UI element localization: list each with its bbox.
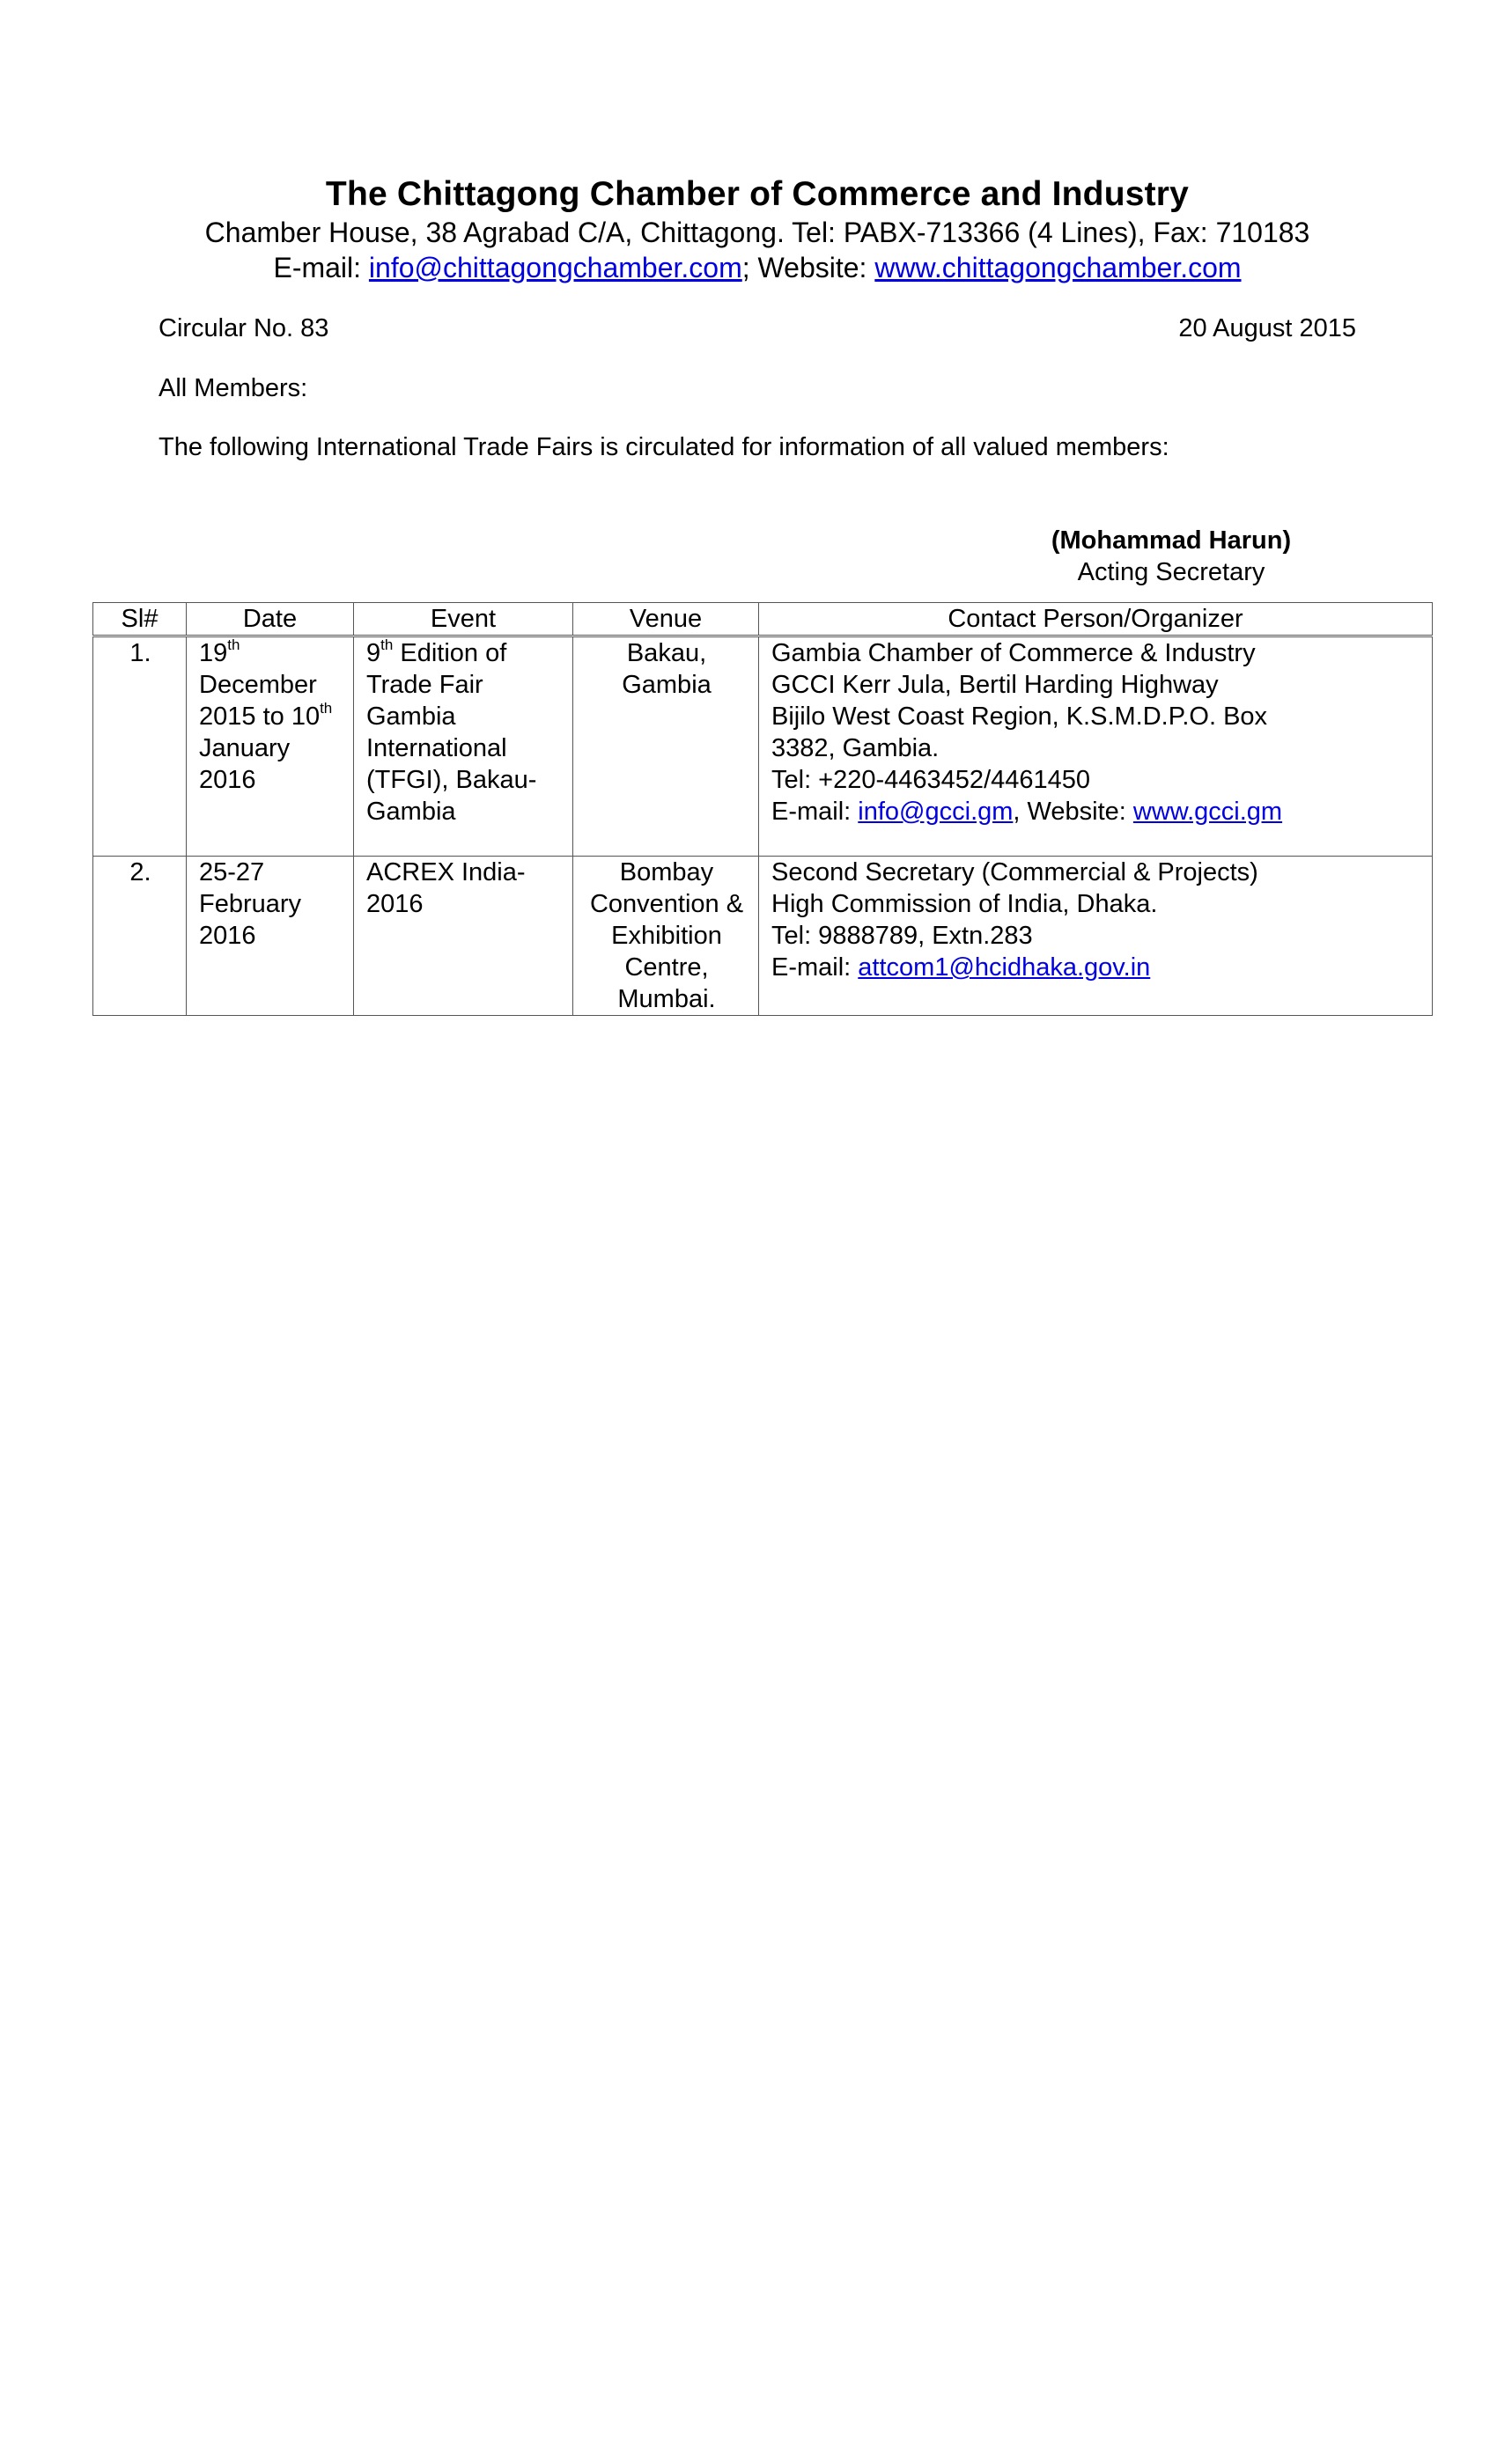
gcci-email-link[interactable]: info@gcci.gm: [858, 798, 1014, 826]
event-text: 2016: [366, 890, 424, 918]
cell-date: [187, 857, 354, 1016]
event-text: Gambia: [366, 798, 456, 826]
contact-text: Tel: 9888789, Extn.283: [771, 922, 1033, 950]
website-label: ; Website:: [741, 252, 875, 283]
letterhead: [0, 174, 1497, 285]
signatory-name: (Mohammad Harun): [1051, 526, 1292, 555]
contact-text: Second Secretary (Commercial & Projects): [771, 858, 1258, 886]
event-text: 9: [366, 639, 381, 667]
venue-text: Bombay: [619, 858, 714, 886]
salutation: All Members:: [159, 374, 308, 402]
date-suffix: th: [227, 636, 240, 654]
email-label: E-mail:: [273, 252, 369, 283]
table-row: [93, 636, 1433, 857]
org-website-link[interactable]: www.chittagongchamber.com: [874, 252, 1242, 283]
cell-sl: 2.: [93, 857, 187, 1016]
date-text: 2016: [199, 922, 256, 950]
signature-block: [986, 525, 1356, 588]
signatory-title: Acting Secretary: [1077, 558, 1265, 586]
cell-contact: [759, 636, 1433, 857]
contact-text: 3382, Gambia.: [771, 734, 940, 762]
header-contact: Contact Person/Organizer: [759, 603, 1433, 636]
contact-text: E-mail:: [771, 798, 859, 826]
contact-text: Tel: +220-4463452/4461450: [771, 766, 1091, 794]
header-venue: Venue: [573, 603, 759, 636]
contact-text: High Commission of India, Dhaka.: [771, 890, 1158, 918]
cell-sl: 1.: [93, 636, 187, 857]
venue-text: Centre,: [624, 953, 709, 982]
table-row: [93, 857, 1433, 1016]
hci-email-link[interactable]: attcom1@hcidhaka.gov.in: [858, 953, 1151, 982]
org-email-link[interactable]: info@chittagongchamber.com: [368, 252, 742, 283]
contact-text: GCCI Kerr Jula, Bertil Harding Highway: [771, 671, 1219, 699]
date-text: 25-27: [199, 858, 265, 886]
event-text: International: [366, 734, 507, 762]
event-text: Gambia: [366, 702, 456, 731]
cell-contact: [759, 857, 1433, 1016]
org-address: Chamber House, 38 Agrabad C/A, Chittagong. Tel: PABX-713366 (4 Lines), Fax: 710183: [204, 217, 1310, 248]
header-event: Event: [354, 603, 573, 636]
date-text: 19: [199, 639, 228, 667]
contact-text: Bijilo West Coast Region, K.S.M.D.P.O. Box: [771, 702, 1268, 731]
event-text: Trade Fair: [366, 671, 483, 699]
header-date: Date: [187, 603, 354, 636]
venue-text: Bakau,: [626, 639, 707, 667]
event-text: (TFGI), Bakau-: [366, 766, 537, 794]
cell-event: [354, 857, 573, 1016]
date-text: January: [199, 734, 291, 762]
circular-line: [159, 313, 1356, 344]
header-sl: Sl#: [93, 603, 187, 636]
circular-number: Circular No. 83: [159, 314, 329, 342]
cell-date: [187, 636, 354, 857]
date-text: 2015 to 10: [199, 702, 321, 731]
venue-text: Convention &: [589, 890, 744, 918]
date-text: February: [199, 890, 302, 918]
contact-text: Gambia Chamber of Commerce & Industry: [771, 639, 1256, 667]
date-text: 2016: [199, 766, 256, 794]
date-suffix: th: [320, 700, 333, 717]
org-contact-line: [0, 250, 1497, 285]
trade-fairs-table: [92, 602, 1433, 1016]
contact-text: , Website:: [1013, 798, 1133, 826]
table-header-row: [93, 603, 1433, 636]
org-name: The Chittagong Chamber of Commerce and Industry: [325, 175, 1190, 213]
date-text: December: [199, 671, 317, 699]
cell-venue: [573, 857, 759, 1016]
cell-event: [354, 636, 573, 857]
cell-venue: [573, 636, 759, 857]
contact-text: E-mail:: [771, 953, 859, 982]
event-suffix: th: [380, 636, 394, 654]
intro-text: The following International Trade Fairs is circulated for information of all valued members:: [159, 433, 1169, 461]
event-text: Edition of: [393, 639, 507, 667]
venue-text: Mumbai.: [617, 985, 716, 1013]
circular-date: 20 August 2015: [1178, 314, 1356, 342]
gcci-website-link[interactable]: www.gcci.gm: [1132, 798, 1283, 826]
event-text: ACREX India-: [366, 858, 526, 886]
venue-text: Gambia: [622, 671, 712, 699]
venue-text: Exhibition: [611, 922, 722, 950]
